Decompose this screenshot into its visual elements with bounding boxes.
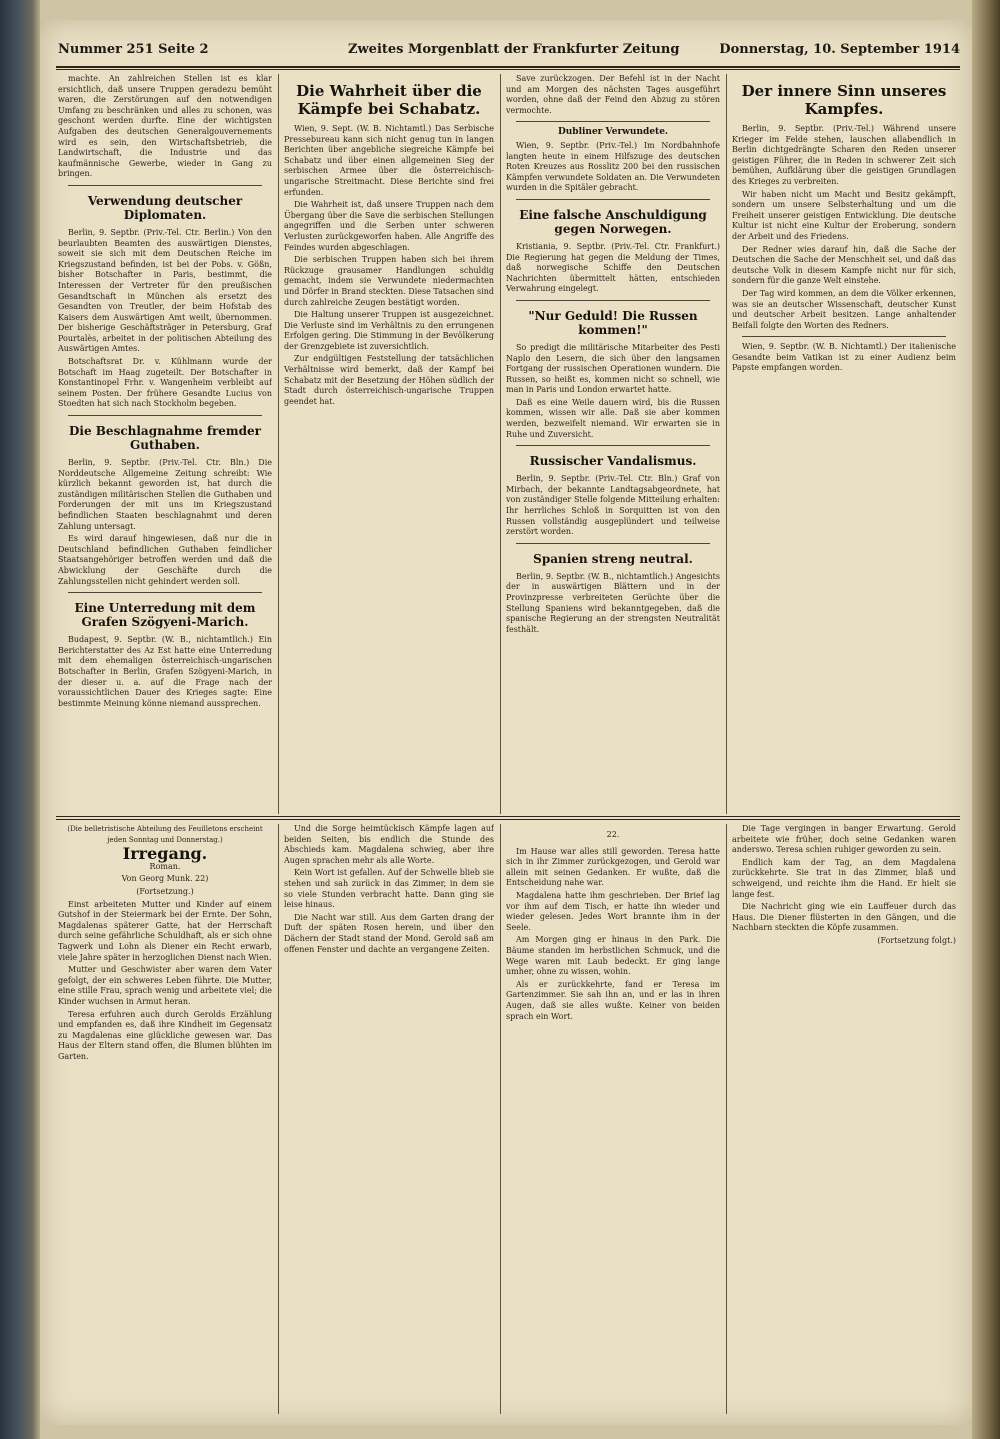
- article-paragraph: Wir haben nicht um Macht und Besitz gekämpft, sondern um unsere Selbsterhaltung und um die Freiheit unserer geistigen Entwicklung. Die deutsche Kultur ist nicht eine Kultur der Eroberung, sondern der Arbeit und des Friedens.: [732, 189, 956, 241]
- novel-paragraph: Einst arbeiteten Mutter und Kinder auf einem Gutshof in der Steiermark bei der Ernte. Der Sohn, Magdalenas späterer Gatte, hat der Herrschaft durch seine gefährliche Schuldhaft, als er sich ohne Tagwerk und Lohn als Diener ein Recht erwarb, viele Jahre später in herzoglichen Dienst nach Wien.: [58, 899, 272, 962]
- author-name: Von Georg Munk.: [121, 874, 193, 884]
- novel-paragraph: Teresa erfuhren auch durch Gerolds Erzählung und empfanden es, daß ihre Kindheit im Gegensatz zu Magdalenas eine glückliche gewesen war. Das Haus der Eltern stand offen, die Blumen blühten im Garten.: [58, 1009, 272, 1061]
- page-edge: [972, 0, 1000, 1439]
- column-separator: [278, 824, 279, 1414]
- article-paragraph: Die serbischen Truppen haben sich bei ihrem Rückzuge grausamer Handlungen schuldig gemacht, indem sie Verwundete niedermachten und Dörfer in Brand steckten. Diese Tatsachen sind durch zahlreiche Zeugen bestätigt worden.: [284, 255, 494, 307]
- column-separator: [726, 824, 727, 1414]
- novel-paragraph: Am Morgen ging er hinaus in den Park. Die Bäume standen im herbstlichen Schmuck, und die Wege waren mit Laub bedeckt. Er ging lange umher, ohne zu wissen, wohin.: [506, 935, 720, 977]
- novel-paragraph: Die Nacht war still. Aus dem Garten drang der Duft der späten Rosen herein, und über den Dächern der Stadt stand der Mond. Gerold saß am offenen Fenster und dachte an vergangene Zeiten.: [284, 912, 494, 954]
- article-paragraph: Berlin, 9. Septbr. (Priv.-Tel. Ctr. Bln.) Die Norddeutsche Allgemeine Zeitung schreibt: Wie kürzlich bekannt geworden ist, hat durch die zuständigen militärischen Stellen die Guthaben und Forderungen der mit uns im Kriegszustand befindlichen Staaten beschlagnahmt und deren Zahlung untersagt.: [58, 458, 272, 531]
- divider: [742, 336, 946, 337]
- binding-spine: [0, 0, 40, 1439]
- column-1: [58, 74, 272, 814]
- article-paragraph: Daß es eine Weile dauern wird, bis die Russen kommen, wissen wir alle. Daß sie aber kommen werden, bezweifelt niemand. Wir erwarten sie in Ruhe und Zuversicht.: [506, 397, 720, 439]
- feuilleton-rule: [56, 816, 960, 817]
- novel-paragraph: Die Tage vergingen in banger Erwartung. Gerold arbeitete wie früher, doch seine Gedanken waren anderswo. Teresa schien ruhiger geworden zu sein.: [732, 824, 956, 855]
- article-continuation: machte. An zahlreichen Stellen ist es klar ersichtlich, daß unsere Truppen geradezu bemüht waren, die Zerstörungen auf den notwendigen Umfang zu beschränken und alles zu schonen, was geschont werden durfte. Eine der wichtigsten Aufgaben des deutschen Generalgouvernements wird es sein, den Wirtschaftsbetrieb, die Landwirtschaft, die Industrie und das kaufmännische Gewerbe, wieder in Gang zu bringen.: [58, 74, 272, 179]
- header-rule: [56, 66, 960, 68]
- column-2: [284, 74, 494, 814]
- page-header: [58, 42, 960, 66]
- divider: [516, 300, 710, 301]
- headline-guthaben: Die Beschlagnahme fremder Guthaben.: [69, 424, 261, 453]
- column-3: [506, 74, 720, 814]
- header-rule-thin: [56, 69, 960, 70]
- novel-paragraph: Im Hause war alles still geworden. Teresa hatte sich in ihr Zimmer zurückgezogen, und Gerold war allein mit seinen Gedanken. Er wußte, daß die Entscheidung nahe war.: [506, 846, 720, 888]
- continuation-marker: (Fortsetzung.): [136, 886, 194, 896]
- header-date: Donnerstag, 10. September 1914: [719, 42, 960, 57]
- divider: [68, 185, 262, 186]
- divider: [68, 415, 262, 416]
- article-paragraph: Zur endgültigen Feststellung der tatsächlichen Verhältnisse wird bemerkt, daß der Kampf bei Schabatz mit der Besetzung der Höhen südlich der Stadt durch österreichisch-ungarische Truppen geendet hat.: [284, 354, 494, 406]
- article-paragraph: Wien, 9. Septbr. (Priv.-Tel.) Im Nordbahnhofe langten heute in einem Hilfszuge des deutschen Roten Kreuzes aus Rosslitz 200 bei den russischen Kämpfen verwundete Soldaten an. Die Verwundeten wurden in die Spitäler gebracht.: [506, 140, 720, 193]
- headline-schabatz: Die Wahrheit über die Kämpfe bei Schabatz.: [296, 82, 482, 118]
- article-continuation: Save zurückzogen. Der Befehl ist in der Nacht und am Morgen des nächsten Tages ausgeführt worden, ohne daß der Feind den Abzug zu stören vermochte.: [506, 74, 720, 115]
- headline-russen-kommen: "Nur Geduld! Die Russen kommen!": [528, 308, 698, 337]
- column-separator: [278, 74, 279, 814]
- headline-norwegen: Eine falsche Anschuldigung gegen Norwegen.: [519, 207, 707, 236]
- header-masthead: Zweites Morgenblatt der Frankfurter Zeitung: [348, 42, 680, 57]
- divider: [516, 445, 710, 446]
- novel-paragraph: Die Nachricht ging wie ein Lauffeuer durch das Haus. Die Diener flüsterten in den Gängen, und die Nachbarn steckten die Köpfe zusammen.: [732, 902, 956, 933]
- article-paragraph: Der Redner wies darauf hin, daß die Sache der Deutschen die Sache der Menschheit sei, und daß das deutsche Volk in diesem Kampfe nicht nur für sich, sondern für die ganze Welt einstehe.: [732, 244, 956, 286]
- column-4: [732, 74, 956, 814]
- newspaper-page: [40, 20, 972, 1425]
- article-paragraph: Es wird darauf hingewiesen, daß nur die in Deutschland befindlichen Guthaben feindlicher Staatsangehöriger betroffen werden und daß die Abwicklung der Geschäfte durch die Zahlungsstellen nicht gehindert werden soll.: [58, 534, 272, 586]
- section-numeral: 22.: [606, 830, 620, 839]
- chapter-number: 22): [195, 874, 209, 884]
- article-paragraph: Botschaftsrat Dr. v. Kühlmann wurde der Botschaft im Haag zugeteilt. Der Botschafter in Konstantinopel Frhr. v. Wangenheim verbleibt auf seinem Posten. Der frühere Gesandte Lucius von Stoedten hat sich nach Stockholm begeben.: [58, 357, 272, 409]
- divider: [68, 592, 262, 593]
- headline-verwundete: Dubliner Verwundete.: [557, 127, 669, 138]
- headline-szoegyeni: Eine Unterredung mit dem Grafen Szögyeni-Marich.: [74, 601, 256, 630]
- article-paragraph: Die Wahrheit ist, daß unsere Truppen nach dem Übergang über die Save die serbischen Stellungen angegriffen und die Serben unter schweren Verlusten zurückgeworfen haben. Alle Angriffe des Feindes wurden abgeschlagen.: [284, 200, 494, 252]
- novel-paragraph: Und die Sorge heimtückisch Kämpfe lagen auf beiden Seiten, bis endlich die Stunde des Abschieds kam. Magdalena schwieg, aber ihre Augen sprachen mehr als alle Worte.: [284, 824, 494, 865]
- feuilleton-rule-thin: [56, 819, 960, 820]
- feuilleton-note: (Die belletristische Abteilung des Feuilletons erscheint jeden Sonntag und Donnerstag.): [67, 825, 263, 844]
- header-issue: Nummer 251 Seite 2: [58, 42, 209, 57]
- article-paragraph: Wien, 9. Sept. (W. B. Nichtamtl.) Das Serbische Pressebureau kann sich nicht genug tun in langen Berichten über angebliche siegreiche Kämpfe bei Schabatz und über einen allgemeinen Sieg der serbischen Armee über die österreichisch-ungarische Streitmacht. Diese Berichte sind frei erfunden.: [284, 124, 494, 197]
- article-paragraph: Der Tag wird kommen, an dem die Völker erkennen, was sie an deutscher Wissenschaft, deutscher Kunst und deutscher Arbeit besitzen. Lange anhaltender Beifall folgte den Worten des Redners.: [732, 288, 956, 330]
- divider: [516, 121, 710, 122]
- article-paragraph: Berlin, 9. Septbr. (Priv.-Tel.) Während unsere Krieger im Felde stehen, lauschen allabendlich in Berlin dichtgedrängte Scharen den Reden unserer geistigen Führer, die in Reden in schwerer Zeit sich bemühen, Aufklärung über die geistigen Grundlagen des Krieges zu verbreiten.: [732, 124, 956, 186]
- novel-genre: Roman.: [149, 861, 181, 871]
- article-paragraph: Wien, 9. Septbr. (W. B. Nichtamtl.) Der italienische Gesandte beim Vatikan ist zu einer Audienz beim Papste empfangen worden.: [732, 342, 956, 373]
- article-paragraph: Berlin, 9. Septbr. (Priv.-Tel. Ctr. Berlin.) Von den beurlaubten Beamten des auswärtigen Dienstes, soweit sie sich mit dem Deutschen Reiche im Kriegszustand befinden, ist bei der Pobs. v. Gößn, bisher Botschafter in Paris, bestimmt, die Interessen der Vertreter für den preußischen Gesandtschaft in München als ersetzt des Gesandten von Treutler, der beim Hofstab des Kaisers dem Auswärtigen Amt weilt, übernommen. Der bisherige Geschäftsträger in Petersburg, Graf Pourtalès, arbeitet in der politischen Abteilung des Auswärtigen Amtes.: [58, 227, 272, 354]
- divider: [516, 199, 710, 200]
- feuilleton-column-1: [58, 824, 272, 1414]
- article-paragraph: Berlin, 9. Septbr. (Priv.-Tel. Ctr. Bln.) Graf von Mirbach, der bekannte Landtagsabgeordnete, hat von zuständiger Stelle folgende Mitteilung erhalten: Ihr herrliches Schloß in Sorquitten ist von den Russen vollständig ausgeplündert und teilweise zerstört worden.: [506, 474, 720, 537]
- article-paragraph: Budapest, 9. Septbr. (W. B., nichtamtlich.) Ein Berichterstatter des Az Est hatte eine Unterredung mit dem ehemaligen österreichisch-ungarischen Botschafter in Berlin, Grafen Szögyeni-Marich, in der dieser u. a. auf die Frage nach der voraussichtlichen Dauer des Krieges sagte: Eine bestimmte Meinung könne niemand aussprechen.: [58, 635, 272, 708]
- article-paragraph: Kristiania, 9. Septbr. (Priv.-Tel. Ctr. Frankfurt.) Die Regierung hat gegen die Meldung der Times, daß norwegische Schiffe den Deutschen Nachrichten übermittelt hätten, entschieden Verwahrung eingelegt.: [506, 241, 720, 294]
- headline-vandalismus: Russischer Vandalismus.: [529, 454, 697, 469]
- feuilleton-column-4: [732, 824, 956, 1414]
- article-paragraph: Berlin, 9. Septbr. (W. B., nichtamtlich.) Angesichts der in auswärtigen Blättern und in der Provinzpresse verbreiteten Gerüchte über die Stellung Spaniens wird bekanntgegeben, daß die spanische Regierung an der strengsten Neutralität festhält.: [506, 571, 720, 634]
- headline-innerer-sinn: Der innere Sinn unseres Kampfes.: [741, 82, 947, 118]
- novel-title: Irregang.: [122, 844, 208, 864]
- novel-paragraph: Mutter und Geschwister aber waren dem Vater gefolgt, der ein schweres Leben führte. Die Mutter, eine stille Frau, sprach wenig und arbeitete viel; die Kinder wuchsen in Armut heran.: [58, 965, 272, 1006]
- column-separator: [726, 74, 727, 814]
- novel-paragraph: Magdalena hatte ihm geschrieben. Der Brief lag vor ihm auf dem Tisch, er hatte ihn wieder und wieder gelesen. Jedes Wort brannte ihm in der Seele.: [506, 890, 720, 932]
- headline-diplomaten: Verwendung deutscher Diplomaten.: [87, 193, 243, 222]
- article-paragraph: Die Haltung unserer Truppen ist ausgezeichnet. Die Verluste sind im Verhältnis zu den errungenen Erfolgen gering. Die Stimmung in der Bevölkerung der Grenzgebiete ist zuversichtlich.: [284, 310, 494, 351]
- column-separator: [500, 824, 501, 1414]
- novel-paragraph: Endlich kam der Tag, an dem Magdalena zurückkehrte. Sie trat in das Zimmer, blaß und schweigend, und reichte ihm die Hand. Er hielt sie lange fest.: [732, 857, 956, 899]
- novel-paragraph: Als er zurückkehrte, fand er Teresa im Gartenzimmer. Sie sah ihn an, und er las in ihren Augen, daß sie alles wußte. Keiner von beiden sprach ein Wort.: [506, 979, 720, 1021]
- to-be-continued: (Fortsetzung folgt.): [877, 935, 956, 945]
- novel-paragraph: Kein Wort ist gefallen. Auf der Schwelle blieb sie stehen und sah zurück in das Zimmer, in dem sie so viele Stunden verbracht hatte. Dann ging sie leise hinaus.: [284, 868, 494, 910]
- column-separator: [500, 74, 501, 814]
- feuilleton-column-2: [284, 824, 494, 1414]
- feuilleton-column-3: [506, 824, 720, 1414]
- novel-author: [58, 874, 272, 885]
- headline-spanien: Spanien streng neutral.: [533, 551, 693, 566]
- article-paragraph: So predigt die militärische Mitarbeiter des Pesti Naplo den Lesern, die sich über den langsamen Fortgang der russischen Operationen wundern. Die Russen, so heißt es, kommen nicht so schnell, wie man in Paris und London erwartet hatte.: [506, 342, 720, 395]
- divider: [516, 543, 710, 544]
